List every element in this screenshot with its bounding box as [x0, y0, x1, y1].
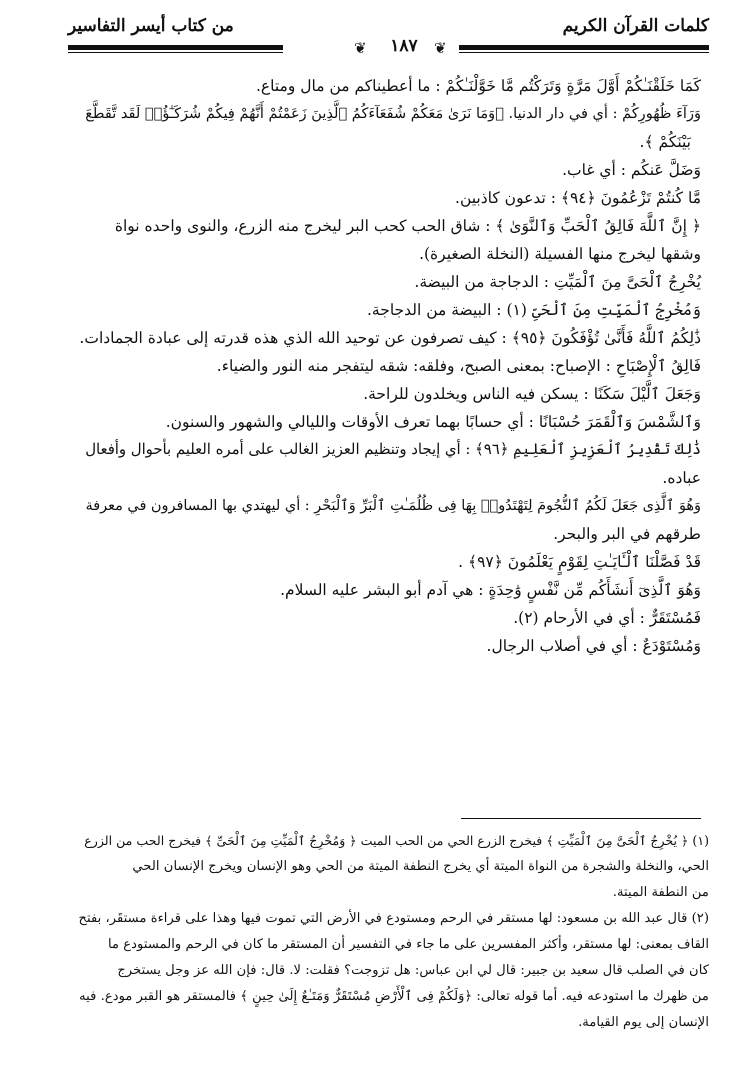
header-rule-left-thin [68, 52, 283, 53]
body-line: وَضَلَّ عَنكُم : أي غاب. [562, 161, 701, 179]
page-header [68, 14, 709, 56]
flourish-icon: ❦ [434, 39, 447, 57]
body-line: كَمَا خَلَقْنَـٰكُمْ أَوَّلَ مَرَّةٍ وَتَرَكْتُم مَّا خَوَّلْنَـٰكُمْ : ما أعطيناكم من مال ومتاع. [255, 77, 701, 95]
body-line: ﴿ إِنَّ ٱللَّهَ فَالِقُ ٱلْحَبِّ وَٱلنَّوَىٰ ﴾ : شاق الحب كحب البر ليخرج منه الزرع، والنوى واحده نواة [114, 217, 701, 235]
source-title: من كتاب أيسر التفاسير [68, 16, 234, 36]
header-rule-right [459, 45, 709, 50]
body-line: فَالِقُ ٱلْإِصْبَاحِ : الإصباح: بمعنى الصبح، وفلقه: شقه ليتفجر منه النور والضياء. [216, 357, 701, 375]
body-line: ذَٰلِكُمُ ٱللَّهُ فَأَنَّىٰ تُؤْفَكُونَ ﴿٩٥﴾ : كيف تصرفون عن توحيد الله الذي هذه قدرته إلى عبادة الجمادات. [79, 329, 701, 347]
page-body [72, 72, 701, 660]
body-line: وَهُوَ ٱلَّذِىٓ أَنشَأَكُم مِّن نَّفْسٍ وَٰحِدَةٍ : هي آدم أبو البشر عليه السلام. [280, 581, 701, 599]
header-rule-right-thin [459, 52, 709, 53]
body-line: وَهُوَ ٱلَّذِى جَعَلَ لَكُمُ ٱلنُّجُومَ لِتَهْتَدُوا۟ بِهَا فِى ظُلُمَـٰتِ ٱلْبَرِّ وَٱلْبَحْرِ : أي ليهتدي بها المسافرون في معرفة [85, 498, 701, 514]
body-line: قَدْ فَصَّلْنَا ٱلْـَٔايَـٰتِ لِقَوْمٍ يَعْلَمُونَ ﴿٩٧﴾ . [458, 553, 701, 571]
footnotes [72, 828, 709, 1036]
page-number: ١٨٧ [384, 36, 424, 56]
body-line: بَيْنَكُمْ ﴾. [639, 133, 691, 151]
footnote-line: كان في الصلب قال سعيد بن جبير: قال لي ابن عباس: هل تزوجت؟ فقلت: لا. قال: فإن الله عز وجل يستخرج [117, 963, 709, 978]
flourish-icon: ❦ [354, 39, 367, 57]
footnote-line: القاف بمعنى: لها مستقر، وأكثر المفسرين على ما جاء في التفسير أن المستقر ما كان في الرحم والمستودع ما [108, 937, 709, 952]
body-line: وَجَعَلَ ٱلَّيْلَ سَكَنًا : يسكن فيه الناس ويخلدون للراحة. [363, 385, 701, 403]
footnote-line: من ظهرك ما استودعه فيه. أما قوله تعالى: ﴿وَلَكُمْ فِى ٱلْأَرْضِ مُسْتَقَرٌّ وَمَتَـٰعٌ إِلَىٰ حِينٍ ﴾ فالمستقر هو القبر مودع. فيه [79, 989, 709, 1004]
body-line: مَّا كُنتُمْ تَزْعُمُونَ ﴿٩٤﴾ : تدعون كاذبين. [455, 189, 701, 207]
body-line: وَرَآءَ ظُهُورِكُمْ : أي في دار الدنيا. ﴿وَمَا نَرَىٰ مَعَكُمْ شُفَعَآءَكُمُ ٱلَّذِينَ زَعَمْتُمْ أَنَّهُمْ فِيكُمْ شُرَكَـٰٓؤُا۟ لَقَد تَّقَطَّعَ [85, 106, 701, 122]
body-line: فَمُسْتَقَرٌّ : أي في الأرحام (٢). [513, 609, 701, 627]
body-line: وَٱلشَّمْسَ وَٱلْقَمَرَ حُسْبَانًا : أي حسابًا بهما تعرف الأوقات والليالي والشهور والسنون. [165, 413, 701, 431]
footnote-line: الإنسان إلى يوم القيامة. [578, 1015, 709, 1030]
body-line: وَمُخْرِجُ ٱلْمَيِّتِ مِنَ ٱلْحَىِّ (١) : البيضة من الدجاجة. [367, 301, 701, 319]
page-number-ornament [348, 36, 460, 62]
footnote-line: من النطفة الميتة. [612, 885, 709, 900]
footnote-line: (١) ﴿ يُخْرِجُ ٱلْحَىَّ مِنَ ٱلْمَيِّتِ ﴾ فيخرج الزرع الحي من الحب الميت ﴿ وَمُخْرِجُ ٱلْمَيِّتِ مِنَ ٱلْحَىِّ ﴾ فيخرج الحب من الزرع [84, 833, 709, 848]
body-line: وَمُسْتَوْدَعٌ : أي في أصلاب الرجال. [486, 637, 701, 655]
footnote-line: (٢) قال عبد الله بن مسعود: لها مستقر في الرحم ومستودع في الأرض التي تموت فيها وهذا على قراءة مستقَر، بفتح [78, 911, 709, 926]
body-line: طرقهم في البر والبحر. [553, 525, 701, 543]
body-line: وشقها ليخرج منها الفسيلة (النخلة الصغيرة). [419, 245, 701, 263]
body-line: يُخْرِجُ ٱلْحَىَّ مِنَ ٱلْمَيِّتِ : الدجاجة من البيضة. [414, 273, 701, 291]
body-line: عباده. [662, 469, 701, 487]
footnote-line: الحي، والنخلة والشجرة من النواة الميتة أي يخرج النطفة الميتة من الحي وهو الإنسان ويخرج الإنسان الحي [132, 859, 709, 874]
footnote-divider [461, 818, 701, 819]
body-line: ذَٰلِكَ تَقْدِيرُ ٱلْعَزِيزِ ٱلْعَلِيمِ ﴿٩٦﴾ : أي إيجاد وتنظيم العزيز الغالب على أمره العليم بأحوال وأفعال [85, 441, 701, 458]
book-title: كلمات القرآن الكريم [562, 16, 709, 36]
header-rule-left [68, 45, 283, 50]
